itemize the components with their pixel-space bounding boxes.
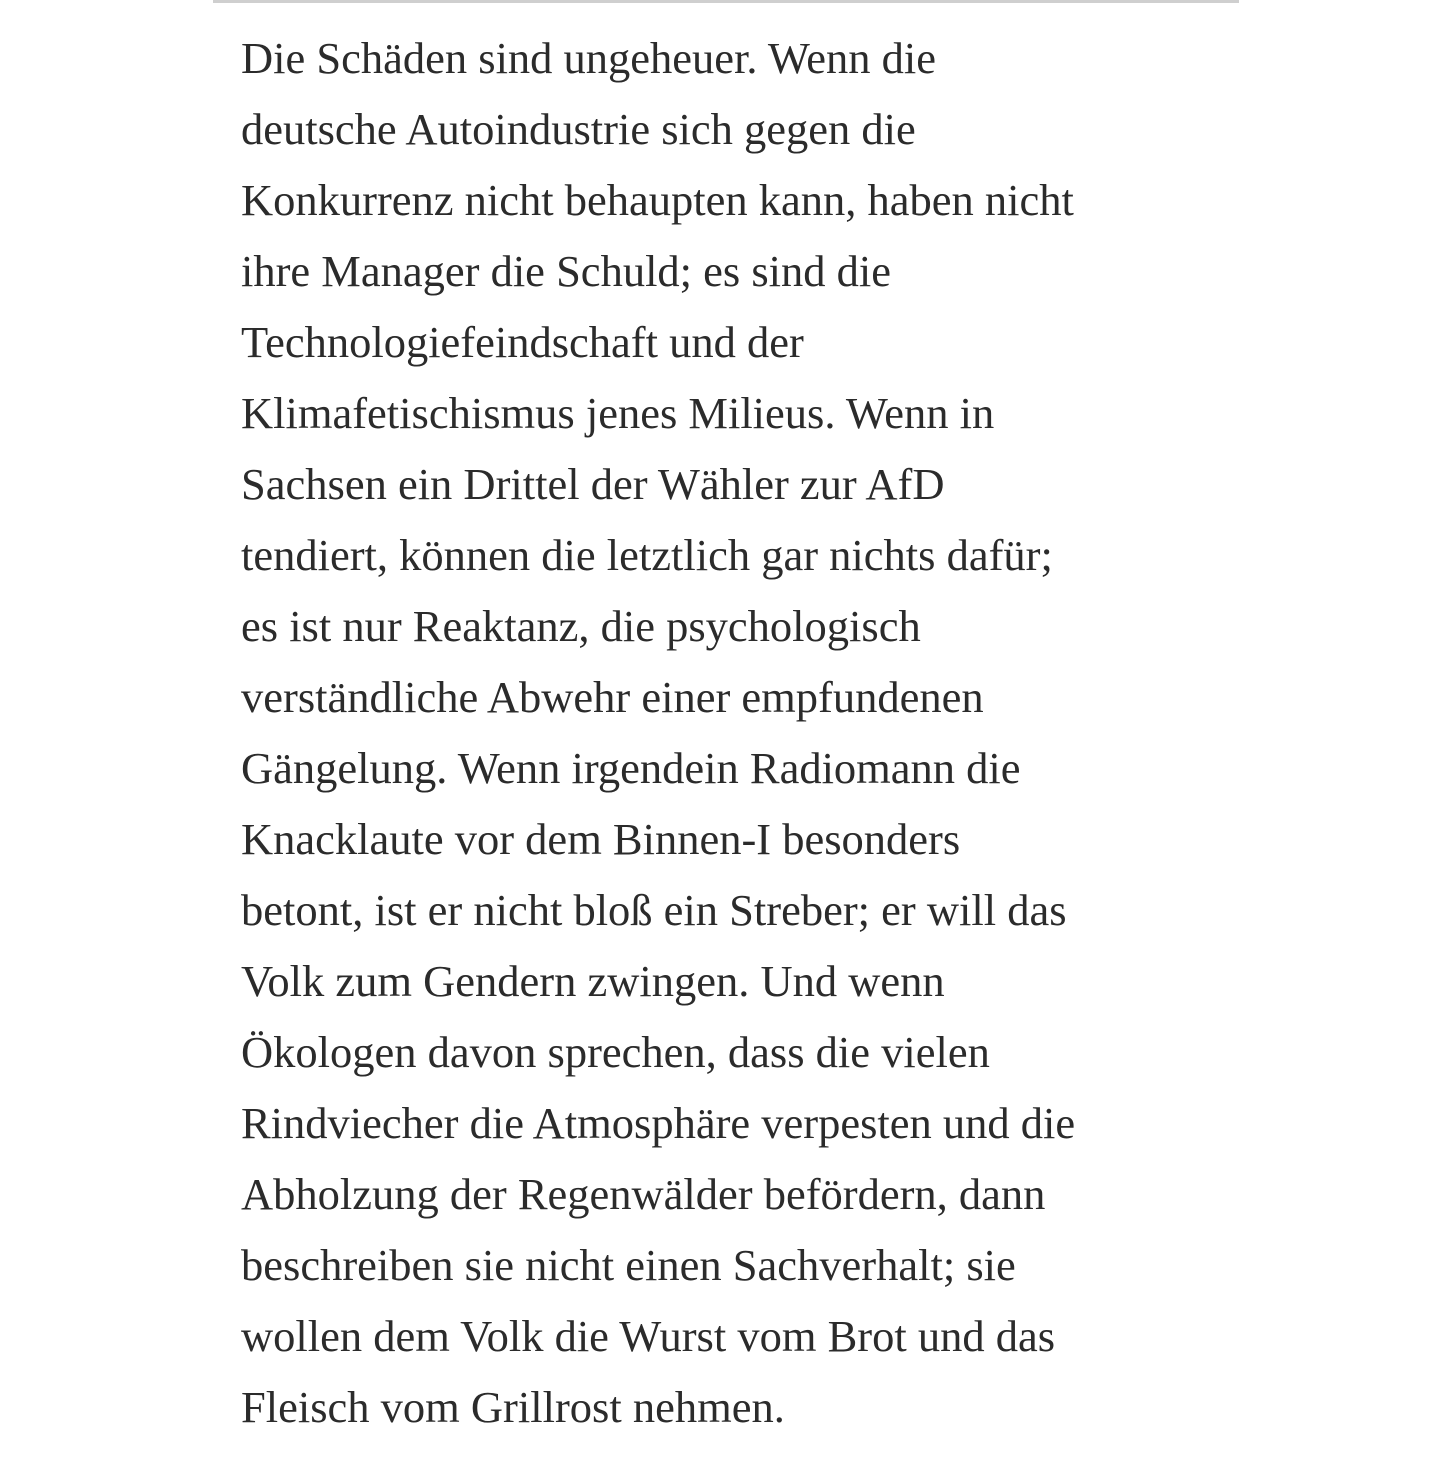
paragraph-line: deutsche Autoindustrie sich gegen die: [241, 104, 916, 154]
paragraph-line: wollen dem Volk die Wurst vom Brot und das: [241, 1311, 1056, 1361]
paragraph-line: tendiert, können die letztlich gar nichts dafür;: [241, 530, 1053, 580]
paragraph-line: beschreiben sie nicht einen Sachverhalt; sie: [241, 1240, 1016, 1290]
article-paragraph: [241, 23, 1241, 1443]
paragraph-line: Volk zum Gendern zwingen. Und wenn: [241, 956, 945, 1006]
paragraph-line: Knacklaute vor dem Binnen-I besonders: [241, 814, 961, 864]
paragraph-line: Ökologen davon sprechen, dass die vielen: [241, 1027, 990, 1077]
paragraph-line: Abholzung der Regenwälder befördern, dann: [241, 1169, 1046, 1219]
paragraph-line: es ist nur Reaktanz, die psychologisch: [241, 601, 921, 651]
paragraph-line: Sachsen ein Drittel der Wähler zur AfD: [241, 459, 945, 509]
paragraph-line: Fleisch vom Grillrost nehmen.: [241, 1382, 785, 1432]
paragraph-line: Konkurrenz nicht behaupten kann, haben nicht: [241, 175, 1074, 225]
paragraph-line: Die Schäden sind ungeheuer. Wenn die: [241, 33, 937, 83]
paragraph-line: ihre Manager die Schuld; es sind die: [241, 246, 892, 296]
paragraph-line: Rindviecher die Atmosphäre verpesten und die: [241, 1098, 1076, 1148]
paragraph-line: Gängelung. Wenn irgendein Radiomann die: [241, 743, 1021, 793]
paragraph-line: Klimafetischismus jenes Milieus. Wenn in: [241, 388, 995, 438]
paragraph-line: verständliche Abwehr einer empfundenen: [241, 672, 984, 722]
top-divider: [213, 0, 1239, 3]
paragraph-line: betont, ist er nicht bloß ein Streber; er will das: [241, 885, 1067, 935]
paragraph-line: Technologiefeindschaft und der: [241, 317, 804, 367]
